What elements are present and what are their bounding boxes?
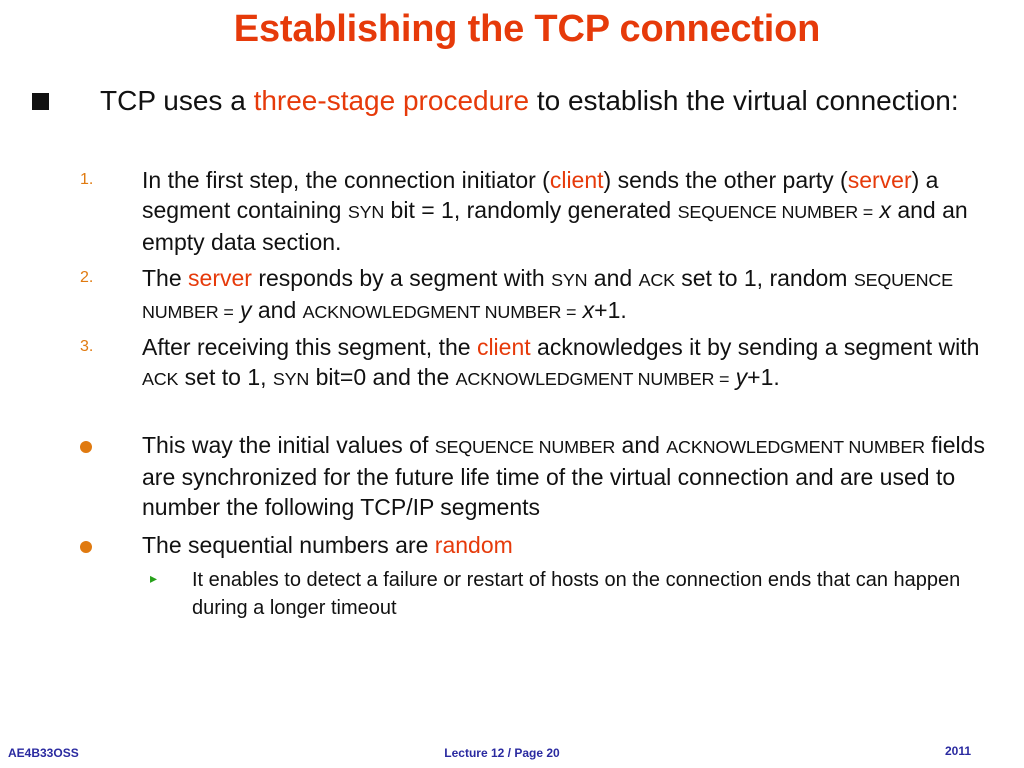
step-2-number: 2. [80,269,94,286]
ack-number-field: ACKNOWLEDGMENT NUMBER = [455,369,730,389]
client-keyword: client [549,167,604,193]
server-keyword: server [188,265,252,291]
sub-bullet [0,566,1024,624]
footer-center: Lecture 12 / Page 20 [444,746,560,760]
bullet-random-text: The sequential numbers are random [142,532,513,558]
square-bullet-icon [32,93,49,110]
ack-field: ACK [142,369,179,389]
highlight-three-stage: three-stage procedure [253,85,530,116]
footer-right: 2011 [945,744,972,758]
syn-field: SYN [551,270,588,290]
sub-bullet-text: It enables to detect a failure or restart of hosts on the connection ends that can happen during a longer timeout [192,569,961,619]
bullet-sync [0,430,1024,522]
sequence-number-field: SEQUENCE NUMBER = [142,270,953,322]
slide-title: Establishing the TCP connection [233,8,821,50]
footer-left: AE4B33OSS [8,746,79,760]
server-keyword: server [847,167,912,193]
syn-field: SYN [272,369,310,389]
round-bullet-icon [80,441,92,453]
main-bullet-text: TCP uses a three-stage procedure to establish the virtual connection: [100,85,959,116]
step-2-text: The server responds by a segment with SYN and ACK set to 1, random SEQUENCE NUMBER = y and ACKNOWLEDGMENT NUMBER = x+1. [142,265,953,323]
var-x: x [582,297,595,323]
syn-field: SYN [347,202,385,222]
var-y: y [239,297,252,323]
step-1-text: In the first step, the connection initiator (client) sends the other party (server) a segment containing SYN bit = 1, randomly generated SEQUENCE NUMBER = x and an empty data section. [142,167,968,255]
highlight-random: random [434,532,513,558]
sequence-number-field: SEQUENCE NUMBER = [677,202,874,222]
step-1-number: 1. [80,171,94,188]
step-2 [0,263,1024,325]
main-bullet [0,84,1024,154]
ack-field: ACK [638,270,675,290]
client-keyword: client [476,334,531,360]
var-x: x [879,197,891,223]
step-3-text: After receiving this segment, the client acknowledges it by sending a segment with ACK set to 1, SYN bit=0 and the ACKNOWLEDGMENT NUMBER = y+1. [142,334,980,390]
round-bullet-icon [80,541,92,553]
var-y: y [735,364,748,390]
ack-number-field: ACKNOWLEDGMENT NUMBER [666,437,925,457]
step-1 [0,165,1024,257]
step-3-number: 3. [80,338,94,355]
step-3 [0,332,1024,424]
bullet-random [0,530,1024,562]
arrow-bullet-icon: ▸ [150,570,158,586]
bullet-sync-text: This way the initial values of SEQUENCE NUMBER and ACKNOWLEDGMENT NUMBER fields are synchronized for the future life time of the virtual connection and are used to number the following TCP/IP segments [142,432,985,520]
ack-number-field: ACKNOWLEDGMENT NUMBER = [302,302,577,322]
sequence-number-field: SEQUENCE NUMBER [434,437,616,457]
